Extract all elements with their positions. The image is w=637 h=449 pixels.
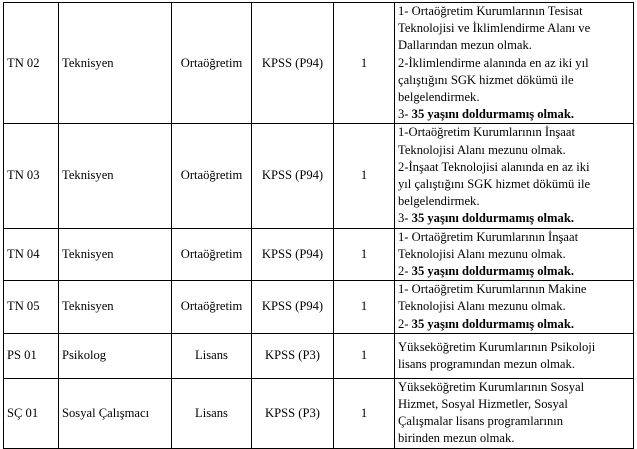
exam-type: KPSS (P3) bbox=[252, 333, 334, 378]
table-row bbox=[4, 333, 634, 378]
requirement-line: Teknolojisi Alanı mezunu olmak. bbox=[398, 142, 566, 157]
requirements-cell bbox=[395, 333, 634, 378]
position-count: 1 bbox=[334, 124, 395, 228]
position-code: TN 04 bbox=[4, 228, 59, 281]
age-requirement-line bbox=[398, 210, 630, 227]
position-count: 1 bbox=[334, 378, 395, 448]
exam-type: KPSS (P94) bbox=[252, 3, 334, 124]
position-code: SÇ 01 bbox=[4, 378, 59, 448]
requirement-line: Hizmet, Sosyal Hizmetler, Sosyal bbox=[398, 397, 568, 412]
education-level: Lisans bbox=[172, 333, 252, 378]
requirement-line: birinden mezun olmak. bbox=[398, 431, 515, 446]
table-row bbox=[4, 124, 634, 228]
requirement-line: Teknolojisi ve İklimlendirme Alanı ve bbox=[398, 21, 591, 36]
positions-table-body bbox=[4, 3, 634, 449]
age-requirement-line bbox=[398, 106, 630, 123]
table-row bbox=[4, 281, 634, 334]
requirement-line: 1- Ortaöğretim Kurumlarının Makine bbox=[398, 282, 587, 297]
requirement-line: 1-Ortaöğretim Kurumlarının İnşaat bbox=[398, 125, 575, 140]
age-requirement: 35 yaşını doldurmamış olmak. bbox=[411, 211, 574, 226]
requirement-line: Çalışmalar lisans programlarının bbox=[398, 414, 564, 429]
age-requirement-line bbox=[398, 316, 630, 333]
positions-table bbox=[3, 2, 634, 449]
requirements-cell bbox=[395, 378, 634, 448]
education-level: Ortaöğretim bbox=[172, 228, 252, 281]
requirements-cell bbox=[395, 3, 634, 124]
requirement-line: 1- Ortaöğretim Kurumlarının İnşaat bbox=[398, 229, 579, 244]
age-requirement: 35 yaşını doldurmamış olmak. bbox=[411, 316, 574, 331]
position-title: Teknisyen bbox=[59, 124, 172, 228]
position-title: Psikolog bbox=[59, 333, 172, 378]
requirements-cell bbox=[395, 281, 634, 334]
age-prefix: 3- bbox=[398, 211, 412, 226]
table-row bbox=[4, 378, 634, 448]
position-count: 1 bbox=[334, 281, 395, 334]
requirement-line: Yükseköğretim Kurumlarının Psikoloji bbox=[398, 339, 596, 354]
position-code: TN 03 bbox=[4, 124, 59, 228]
position-title: Teknisyen bbox=[59, 228, 172, 281]
age-prefix: 3- bbox=[398, 107, 412, 122]
requirements-cell bbox=[395, 124, 634, 228]
education-level: Ortaöğretim bbox=[172, 281, 252, 334]
requirement-line: Dallarından mezun olmak. bbox=[398, 38, 532, 53]
education-level: Ortaöğretim bbox=[172, 124, 252, 228]
age-requirement: 35 yaşını doldurmamış olmak. bbox=[411, 107, 574, 122]
requirement-line: 2-İklimlendirme alanında en az iki yıl bbox=[398, 55, 589, 70]
requirement-line: çalıştığını SGK hizmet dökümü ile bbox=[398, 72, 574, 87]
age-requirement-line bbox=[398, 263, 630, 280]
exam-type: KPSS (P94) bbox=[252, 228, 334, 281]
requirement-line: Teknolojisi Alanı mezunu olmak. bbox=[398, 299, 566, 314]
position-title: Teknisyen bbox=[59, 3, 172, 124]
position-count: 1 bbox=[334, 333, 395, 378]
requirement-line: 2-İnşaat Teknolojisi alanında en az iki bbox=[398, 159, 590, 174]
position-title: Teknisyen bbox=[59, 281, 172, 334]
requirement-line: yıl çalıştığını SGK hizmet dökümü ile bbox=[398, 177, 591, 192]
position-code: TN 05 bbox=[4, 281, 59, 334]
position-code: TN 02 bbox=[4, 3, 59, 124]
requirement-line: 1- Ortaöğretim Kurumlarının Tesisat bbox=[398, 4, 583, 18]
exam-type: KPSS (P94) bbox=[252, 124, 334, 228]
age-requirement: 35 yaşını doldurmamış olmak. bbox=[411, 264, 574, 279]
education-level: Ortaöğretim bbox=[172, 3, 252, 124]
position-title: Sosyal Çalışmacı bbox=[59, 378, 172, 448]
exam-type: KPSS (P94) bbox=[252, 281, 334, 334]
requirement-line: Yükseköğretim Kurumlarının Sosyal bbox=[398, 379, 585, 394]
requirements-cell bbox=[395, 228, 634, 281]
exam-type: KPSS (P3) bbox=[252, 378, 334, 448]
education-level: Lisans bbox=[172, 378, 252, 448]
requirement-line: belgelendirmek. bbox=[398, 90, 480, 105]
table-row bbox=[4, 3, 634, 124]
table-row bbox=[4, 228, 634, 281]
requirement-line: Teknolojisi Alanı mezunu olmak. bbox=[398, 246, 566, 261]
requirement-line: lisans programından mezun olmak. bbox=[398, 356, 575, 371]
age-prefix: 2- bbox=[398, 264, 412, 279]
requirement-line: belgelendirmek. bbox=[398, 194, 480, 209]
position-code: PS 01 bbox=[4, 333, 59, 378]
position-count: 1 bbox=[334, 228, 395, 281]
position-count: 1 bbox=[334, 3, 395, 124]
age-prefix: 2- bbox=[398, 316, 412, 331]
